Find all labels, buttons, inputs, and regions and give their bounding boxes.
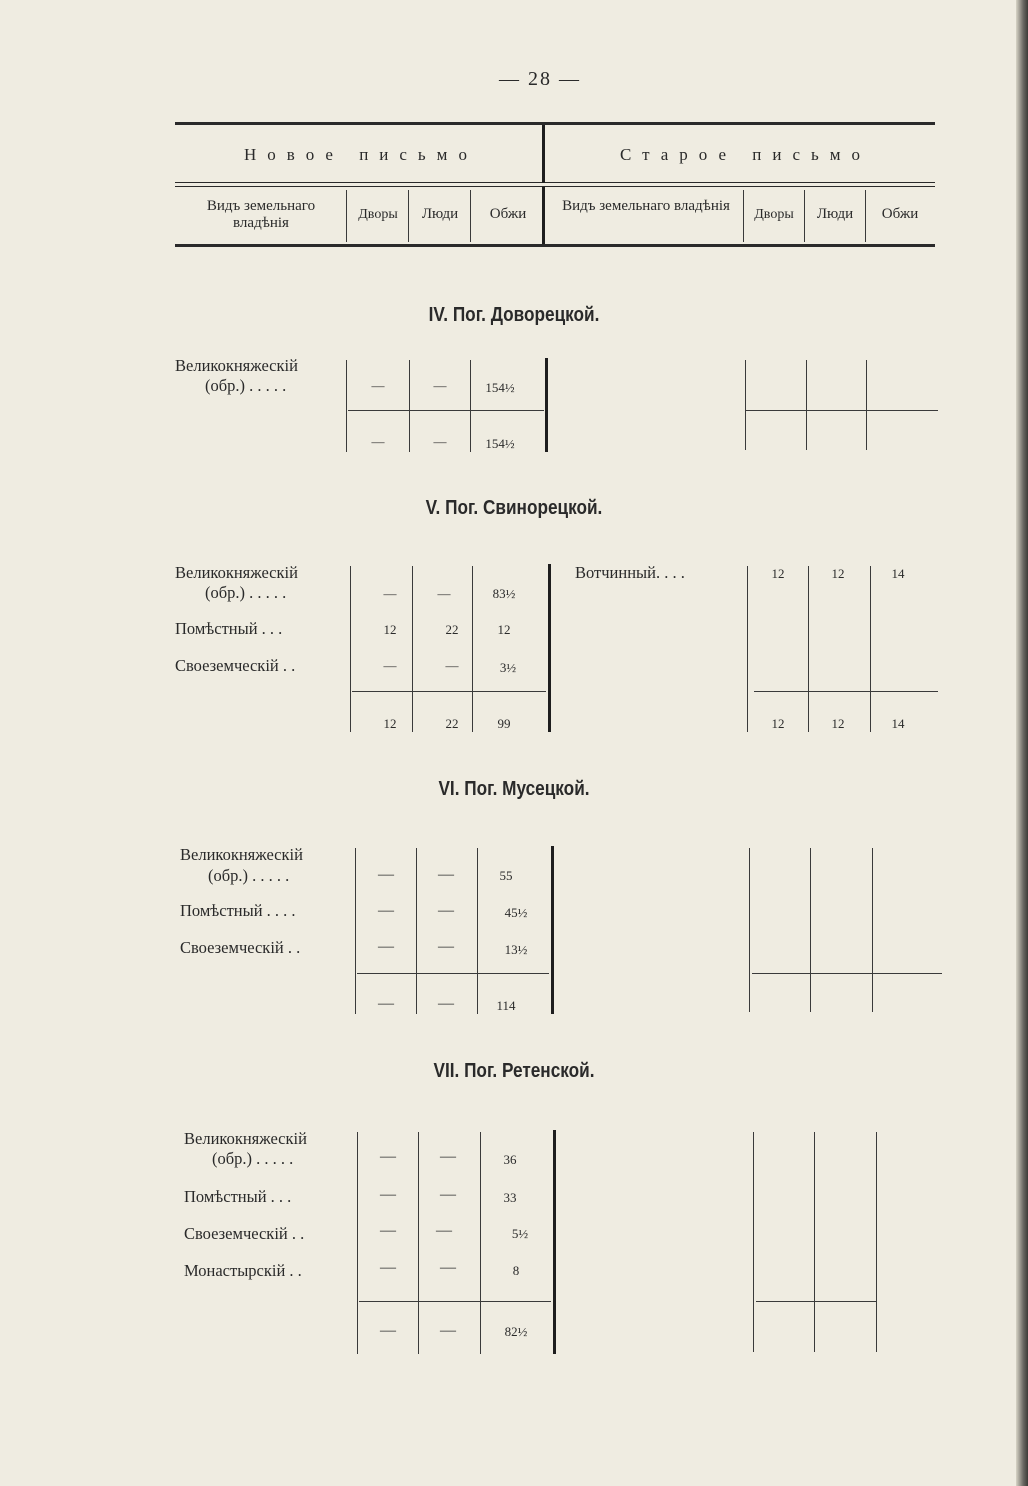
cell-dvory: — — [371, 378, 385, 393]
header-mid-rule-2 — [175, 186, 935, 187]
cell-obzhi: 36 — [503, 1152, 517, 1167]
header-top-rule — [175, 122, 935, 125]
cell-dvory: — — [380, 1259, 396, 1276]
row-label: Великокняжескій — [184, 1129, 307, 1148]
old-row-label: Вотчинный. . . . — [575, 563, 685, 582]
old-cell-obzhi: 14 — [891, 566, 905, 581]
col-obzhi-old: Обжи — [881, 206, 919, 222]
col-sep — [808, 566, 809, 732]
old-total-obzhi: 14 — [891, 716, 905, 731]
cell-lyudi: — — [438, 938, 454, 955]
col-sep — [810, 848, 811, 1012]
col-sep — [872, 848, 873, 1012]
col-dvory-new: Дворы — [358, 207, 398, 222]
sum-rule — [348, 410, 544, 411]
row-label: Своеземческій . . — [184, 1224, 305, 1243]
row-label-cont: (обр.) . . . . . — [208, 866, 290, 885]
col-lyudi-new: Люди — [421, 206, 459, 222]
cell-dvory: — — [378, 902, 394, 919]
total-obzhi: 82½ — [504, 1324, 528, 1339]
col-sep — [806, 360, 807, 450]
cell-obzhi: 45½ — [504, 905, 528, 920]
old-writing-heading: Старое письмо — [620, 145, 872, 164]
cell-dvory: — — [383, 658, 397, 673]
section-title: IV. Пог. Доворецкой. — [428, 304, 600, 326]
col-sep — [870, 566, 871, 732]
col-sep — [749, 848, 750, 1012]
cell-obzhi: 12 — [497, 622, 511, 637]
row-label-cont: (обр.) . . . . . — [205, 583, 287, 602]
cell-dvory: — — [378, 938, 394, 955]
cell-dvory: 12 — [383, 622, 397, 637]
cell-obzhi: 5½ — [511, 1226, 529, 1241]
cell-dvory: — — [378, 866, 394, 883]
cell-dvory: — — [380, 1186, 396, 1203]
total-obzhi: 99 — [497, 716, 511, 731]
col-kind-new: Видъ земельнаго владѣнія — [206, 198, 316, 231]
total-dvory: — — [371, 434, 385, 449]
col-sep — [753, 1132, 754, 1352]
page-edge — [1016, 0, 1028, 1486]
total-dvory: — — [380, 1322, 396, 1339]
cell-obzhi: 154½ — [485, 380, 515, 395]
row-label: Помѣстный . . . — [175, 619, 283, 638]
cell-dvory: — — [380, 1148, 396, 1165]
col-sep — [814, 1132, 815, 1352]
cell-obzhi: 13½ — [504, 942, 528, 957]
header-sep — [408, 190, 409, 242]
sum-rule — [352, 691, 546, 692]
header-divider — [542, 125, 545, 183]
old-total-lyudi: 12 — [831, 716, 845, 731]
cell-obzhi: 55 — [499, 868, 513, 883]
col-sep — [747, 566, 748, 732]
cell-lyudi: — — [438, 902, 454, 919]
cell-lyudi: — — [440, 1259, 456, 1276]
cell-lyudi: — — [440, 1186, 456, 1203]
cell-obzhi: 8 — [512, 1263, 520, 1278]
row-label-cont: (обр.) . . . . . — [205, 376, 287, 395]
row-label: Своеземческій . . — [180, 938, 301, 957]
cell-dvory: — — [383, 586, 397, 601]
sum-rule — [752, 973, 942, 974]
cell-obzhi: 83½ — [492, 586, 516, 601]
cell-dvory: — — [380, 1222, 396, 1239]
total-dvory: — — [378, 995, 394, 1012]
sum-rule — [754, 691, 938, 692]
new-writing-heading: Новое письмо — [244, 145, 478, 164]
row-label: Великокняжескій — [180, 845, 303, 864]
section-title: V. Пог. Свинорецкой. — [425, 497, 603, 519]
col-divider — [548, 564, 551, 732]
header-sep — [743, 190, 744, 242]
header-mid-rule — [175, 182, 935, 183]
col-sep — [346, 360, 347, 452]
col-sep — [866, 360, 867, 450]
section-title: VII. Пог. Ретенской. — [433, 1060, 595, 1082]
sum-rule — [357, 973, 549, 974]
page-number: — 28 — — [499, 68, 581, 90]
header-sep — [804, 190, 805, 242]
header-divider-2 — [542, 187, 545, 244]
sum-rule — [746, 410, 938, 411]
col-divider — [545, 358, 548, 452]
sum-rule — [756, 1301, 876, 1302]
total-lyudi: — — [440, 1322, 456, 1339]
row-label: Монастырскій . . — [184, 1261, 302, 1280]
header-sep — [346, 190, 347, 242]
total-obzhi: 154½ — [485, 436, 515, 451]
cell-lyudi: — — [438, 866, 454, 883]
row-label: Своеземческій . . — [175, 656, 296, 675]
old-cell-dvory: 12 — [771, 566, 785, 581]
old-total-dvory: 12 — [771, 716, 785, 731]
col-divider — [553, 1130, 556, 1354]
header-sep — [470, 190, 471, 242]
row-label: Помѣстный . . . . — [180, 901, 296, 920]
cell-lyudi: — — [440, 1148, 456, 1165]
total-obzhi: 114 — [496, 998, 516, 1013]
col-lyudi-old: Люди — [816, 206, 854, 222]
cell-obzhi: 3½ — [499, 660, 517, 675]
col-obzhi-new: Обжи — [489, 206, 527, 222]
total-lyudi: 22 — [445, 716, 459, 731]
col-sep — [745, 360, 746, 450]
row-label-cont: (обр.) . . . . . — [212, 1149, 294, 1168]
col-dvory-old: Дворы — [754, 207, 794, 222]
old-cell-lyudi: 12 — [831, 566, 845, 581]
cell-lyudi: — — [436, 1222, 452, 1239]
row-label: Великокняжескій — [175, 563, 298, 582]
row-label: Великокняжескій — [175, 356, 298, 375]
cell-lyudi: — — [445, 658, 459, 673]
cell-lyudi: — — [437, 586, 451, 601]
cell-obzhi: 33 — [503, 1190, 517, 1205]
total-lyudi: — — [438, 995, 454, 1012]
total-lyudi: — — [433, 434, 447, 449]
col-kind-old: Видъ земельнаго владѣнія — [562, 198, 730, 214]
cell-lyudi: — — [433, 378, 447, 393]
section-title: VI. Пог. Мусецкой. — [438, 778, 590, 800]
col-divider — [551, 846, 554, 1014]
header-bottom-rule — [175, 244, 935, 247]
total-dvory: 12 — [383, 716, 397, 731]
header-sep — [865, 190, 866, 242]
col-sep — [876, 1132, 877, 1352]
col-sep — [350, 566, 351, 732]
cell-lyudi: 22 — [445, 622, 459, 637]
row-label: Помѣстный . . . — [184, 1187, 292, 1206]
sum-rule — [359, 1301, 551, 1302]
